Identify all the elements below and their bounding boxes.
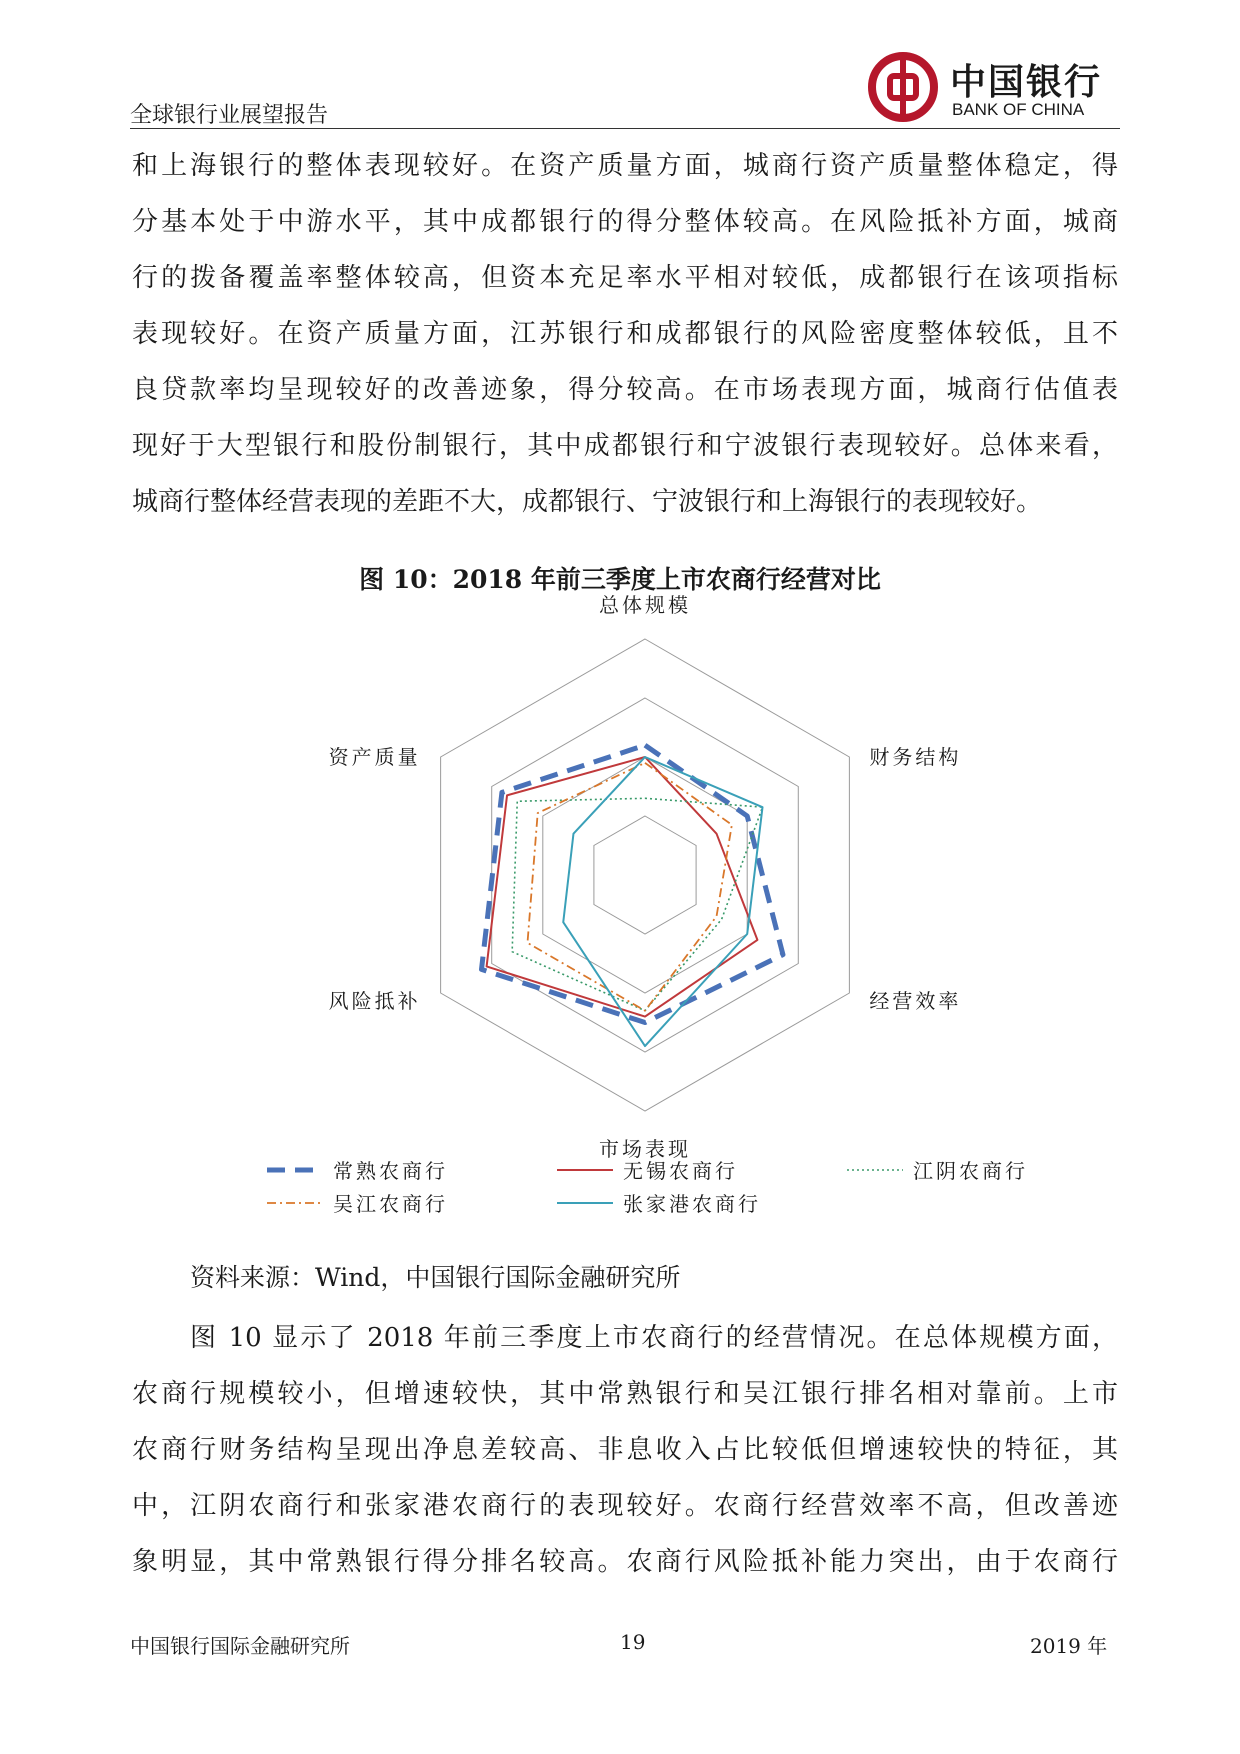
report-title: 全球银行业展望报告 <box>130 103 329 128</box>
legend-label: 江阴农商行 <box>913 1159 1028 1183</box>
grid-ring <box>492 698 799 1052</box>
text-line: 城商行整体经营表现的差距不大，成都银行、宁波银行和上海银行的表现较好。 <box>132 487 1043 517</box>
legend-label: 常熟农商行 <box>333 1159 448 1183</box>
text-line: 图 10 显示了 2018 年前三季度上市农商行的经营情况。在总体规模方面， <box>190 1323 1118 1353</box>
axis-label: 市场表现 <box>599 1137 691 1161</box>
axis-label: 经营效率 <box>869 989 962 1013</box>
legend-swatch <box>555 1164 615 1176</box>
text-line: 良贷款率均呈现较好的改善迹象，得分较高。在市场表现方面，城商行估值表 <box>132 375 1118 405</box>
legend-label: 张家港农商行 <box>623 1192 761 1216</box>
axis-label: 财务结构 <box>869 745 962 769</box>
text-line: 表现较好。在资产质量方面，江苏银行和成都银行的风险密度整体较低，且不 <box>132 319 1118 349</box>
legend-label: 吴江农商行 <box>333 1192 448 1216</box>
legend-item <box>555 1188 761 1217</box>
series-polygon <box>527 763 731 1011</box>
footer-year: 2019 年 <box>1030 1634 1108 1658</box>
text-line: 现好于大型银行和股份制银行，其中成都银行和宁波银行表现较好。总体来看， <box>132 431 1118 461</box>
legend-item <box>265 1155 448 1184</box>
footer-institute: 中国银行国际金融研究所 <box>130 1634 350 1658</box>
legend-swatch <box>845 1164 905 1176</box>
axis-label: 风险抵补 <box>328 989 421 1013</box>
legend-label: 无锡农商行 <box>623 1159 738 1183</box>
body-paragraph-2 <box>132 1310 1118 1590</box>
series-polygon <box>512 798 762 1010</box>
axis-label: 总体规模 <box>599 593 691 617</box>
series-polygon <box>481 745 782 1022</box>
figure-source: 资料来源：Wind，中国银行国际金融研究所 <box>190 1263 681 1292</box>
logo-english-name: BANK OF CHINA <box>952 100 1085 119</box>
legend-item <box>845 1155 1028 1184</box>
legend-item <box>265 1188 448 1217</box>
text-line: 中，江阴农商行和张家港农商行的表现较好。农商行经营效率不高，但改善迹 <box>132 1491 1118 1521</box>
axis-label: 资产质量 <box>328 745 421 769</box>
legend-swatch <box>265 1164 325 1176</box>
figure-title: 图 10：2018 年前三季度上市农商行经营对比 <box>359 565 881 594</box>
legend-item <box>555 1155 738 1184</box>
text-line: 行的拨备覆盖率整体较高，但资本充足率水平相对较低，成都银行在该项指标 <box>132 263 1118 293</box>
series-polygon <box>563 757 762 1046</box>
text-line: 象明显，其中常熟银行得分排名较高。农商行风险抵补能力突出，由于农商行 <box>132 1547 1118 1577</box>
page-number: 19 <box>620 1630 646 1654</box>
legend-swatch <box>265 1197 325 1209</box>
text-line: 和上海银行的整体表现较好。在资产质量方面，城商行资产质量整体稳定，得 <box>132 151 1118 181</box>
legend-swatch <box>555 1197 615 1209</box>
text-line: 分基本处于中游水平，其中成都银行的得分整体较高。在风险抵补方面，城商 <box>132 207 1118 237</box>
grid-ring <box>441 639 850 1111</box>
text-line: 农商行规模较小，但增速较快，其中常熟银行和吴江银行排名相对靠前。上市 <box>132 1379 1118 1409</box>
text-line: 农商行财务结构呈现出净息差较高、非息收入占比较低但增速较快的特征，其 <box>132 1435 1118 1465</box>
grid-ring <box>594 816 696 934</box>
logo-chinese-name: 中国银行 <box>950 61 1103 103</box>
